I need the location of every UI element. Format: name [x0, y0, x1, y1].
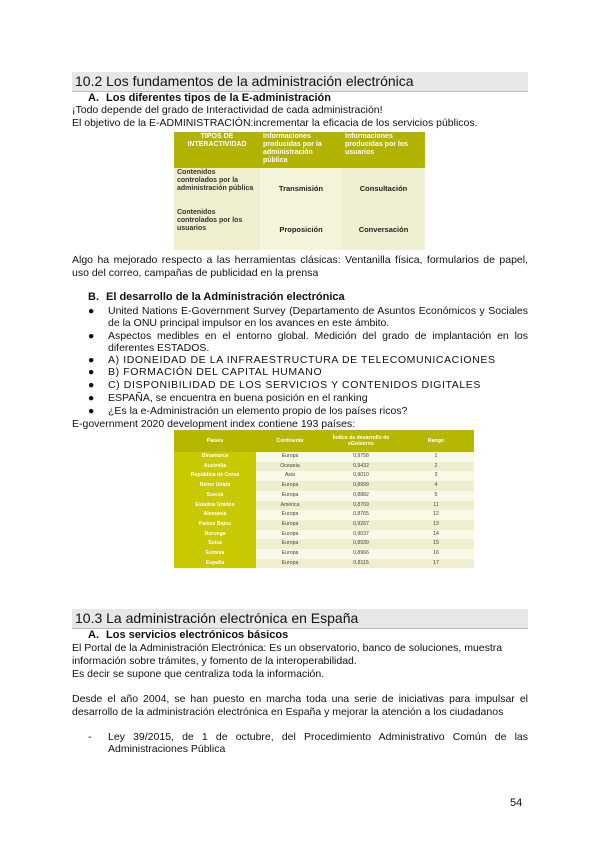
table-cell: 15 — [398, 539, 474, 549]
section-heading-10-3: 10.3 La administración electrónica en España — [72, 609, 528, 629]
table-cell-conversacion: Conversación — [342, 208, 425, 250]
list-item-text: C) DISPONIBILIDAD DE LOS SERVICIOS Y CONTENIDOS DIGITALES — [108, 379, 482, 391]
list-item — [90, 731, 528, 755]
list-item — [90, 405, 528, 417]
list-item — [90, 379, 528, 391]
subheading-letter: A. — [88, 92, 99, 104]
list-item-text: ESPAÑA, se encuentra en buena posición en el ranking — [108, 392, 368, 404]
table-cell: 0,8115 — [324, 559, 398, 569]
table-header-admin: Informaciones producidas por la administración pública — [260, 132, 342, 168]
table-cell: 12 — [398, 510, 474, 520]
list-item-text: Aspectos medibles en el entorno global. Medición del grado de implantación en los diferentes ESTADOS. — [108, 330, 528, 354]
table-cell: Europa — [256, 559, 324, 569]
subheading-a-servicios — [88, 629, 288, 641]
bullet-icon: ● — [88, 392, 95, 404]
herramientas-paragraph: Algo ha mejorado respecto a las herramientas clásicas: Ventanilla física, formularios de papel, uso del correo, campañas de publicidad en la prensa — [72, 254, 528, 279]
table-cell: Europa — [256, 539, 324, 549]
bullet-icon: ● — [88, 330, 95, 342]
table-cell: 0,8882 — [324, 491, 398, 501]
table-row — [174, 530, 474, 540]
country-cell: República de Corea — [174, 471, 256, 481]
table-row — [174, 471, 474, 481]
list-item-text: Ley 39/2015, de 1 de octubre, del Procedimiento Administrativo Común de las Administraciones Pública — [108, 731, 528, 755]
country-cell: Noruega — [174, 530, 256, 540]
table-cell: 2 — [398, 462, 474, 472]
subheading-b-desarrollo — [88, 291, 345, 303]
list-item-text: ¿Es la e-Administración un elemento propio de los países ricos? — [108, 405, 408, 417]
table-row — [174, 491, 474, 501]
list-item-text: United Nations E-Government Survey (Departamento de Asuntos Económicos y Sociales de la ONU principal impulsor en los avances en este ámbito. — [108, 305, 528, 329]
list-item — [90, 392, 528, 404]
table-cell: 0,9758 — [324, 452, 398, 462]
table-cell: Europa — [256, 549, 324, 559]
subheading-a-tipos — [88, 92, 331, 104]
table-row — [174, 481, 474, 491]
table-row — [174, 510, 474, 520]
country-cell: Países Bajos — [174, 520, 256, 530]
table-cell: Asia — [256, 471, 324, 481]
list-item — [90, 330, 528, 354]
bullet-icon: ● — [88, 305, 95, 317]
table-cell: Europa — [256, 481, 324, 491]
table-cell: 0,8966 — [324, 549, 398, 559]
centraliza-line: Es decir se supone que centraliza toda la información. — [72, 668, 325, 680]
table-row — [174, 559, 474, 569]
ranking-header: Rango — [398, 430, 474, 452]
dash-icon: - — [88, 731, 92, 743]
table-row — [174, 549, 474, 559]
table-cell: Europa — [256, 510, 324, 520]
table-cell: 11 — [398, 501, 474, 511]
table-cell: 0,9267 — [324, 520, 398, 530]
table-cell-proposicion: Proposición — [260, 208, 342, 250]
ranking-table — [174, 430, 474, 568]
table-cell: 0,8765 — [324, 510, 398, 520]
portal-paragraph: El Portal de la Administración Electrónica: Es un observatorio, banco de soluciones, muestra información sobre trámites, y fomento de la interoperabilidad. — [72, 642, 503, 667]
subheading-text: El desarrollo de la Administración electrónica — [106, 291, 345, 303]
table-cell: 0,8939 — [324, 539, 398, 549]
table-cell: 14 — [398, 530, 474, 540]
country-cell: Estonia — [174, 549, 256, 559]
table-cell: 0,9432 — [324, 462, 398, 472]
table-header-tipos: TIPOS DE INTERACTIVIDAD — [174, 132, 260, 168]
bullet-icon: ● — [88, 405, 95, 417]
list-item — [90, 305, 528, 329]
country-cell: Dinamarca — [174, 452, 256, 462]
subheading-text: Los diferentes tipos de la E-administración — [106, 92, 331, 104]
table-cell: Europa — [256, 530, 324, 540]
table-cell: Europa — [256, 520, 324, 530]
table-cell: 16 — [398, 549, 474, 559]
table-row — [174, 501, 474, 511]
country-cell: España — [174, 559, 256, 569]
objetivo-line: El objetivo de la E-ADMINISTRACIÓN:incrementar la eficacia de los servicios públicos. — [72, 117, 478, 129]
iniciativas-paragraph: Desde el año 2004, se han puesto en marcha toda una serie de iniciativas para impulsar el desarrollo de la administración electrónica en España y mejorar la atención a los ciudadanos — [72, 693, 528, 718]
table-row-head: Contenidos controlados por la administración pública — [174, 168, 260, 208]
table-cell: 5 — [398, 491, 474, 501]
table-row — [174, 452, 474, 462]
table-cell: Europa — [256, 452, 324, 462]
subheading-text: Los servicios electrónicos básicos — [106, 629, 289, 641]
table-row-head: Contenidos controlados por los usuarios — [174, 208, 260, 250]
table-cell: 17 — [398, 559, 474, 569]
table-cell: 4 — [398, 481, 474, 491]
table-row — [174, 462, 474, 472]
list-item-text: A) IDONEIDAD DE LA INFRAESTRUCTURA DE TELECOMUNICACIONES — [108, 354, 496, 366]
ranking-header: Índice de desarrollo de eGobierno — [324, 430, 398, 452]
table-cell: Oceanía — [256, 462, 324, 472]
table-cell-consultacion: Consultación — [342, 168, 425, 208]
interactividad-table — [174, 132, 425, 250]
table-cell: 0,9010 — [324, 471, 398, 481]
country-cell: Reino Unido — [174, 481, 256, 491]
bullet-icon: ● — [88, 366, 95, 378]
country-cell: Suiza — [174, 539, 256, 549]
country-cell: Suecia — [174, 491, 256, 501]
table-cell: América — [256, 501, 324, 511]
egov-line: E-government 2020 development index contiene 193 países: — [72, 418, 356, 430]
ranking-header: Países — [174, 430, 256, 452]
ranking-header: Continente — [256, 430, 324, 452]
list-item — [90, 366, 528, 378]
country-cell: Estados Unidos — [174, 501, 256, 511]
table-cell: Europa — [256, 491, 324, 501]
page-number: 54 — [510, 797, 523, 809]
subheading-letter: B. — [88, 291, 99, 303]
section-heading-10-2: 10.2 Los fundamentos de la administración electrónica — [72, 72, 528, 92]
table-cell: 13 — [398, 520, 474, 530]
table-row — [174, 520, 474, 530]
table-cell: 0,9037 — [324, 530, 398, 540]
table-cell: 0,8999 — [324, 481, 398, 491]
table-cell-transmision: Transmisión — [260, 168, 342, 208]
interactividad-line: ¡Todo depende del grado de Interactividad de cada administración! — [72, 104, 383, 116]
list-item — [90, 354, 528, 366]
bullet-icon: ● — [88, 379, 95, 391]
subheading-letter: A. — [88, 629, 99, 641]
table-cell: 3 — [398, 471, 474, 481]
country-cell: Australia — [174, 462, 256, 472]
bullet-icon: ● — [88, 354, 95, 366]
country-cell: Alemania — [174, 510, 256, 520]
table-header-usuarios: Informaciones producidas por los usuarios — [342, 132, 425, 168]
list-item-text: B) FORMACIÓN DEL CAPITAL HUMANO — [108, 366, 323, 378]
table-cell: 1 — [398, 452, 474, 462]
table-cell: 0,8769 — [324, 501, 398, 511]
table-row — [174, 539, 474, 549]
